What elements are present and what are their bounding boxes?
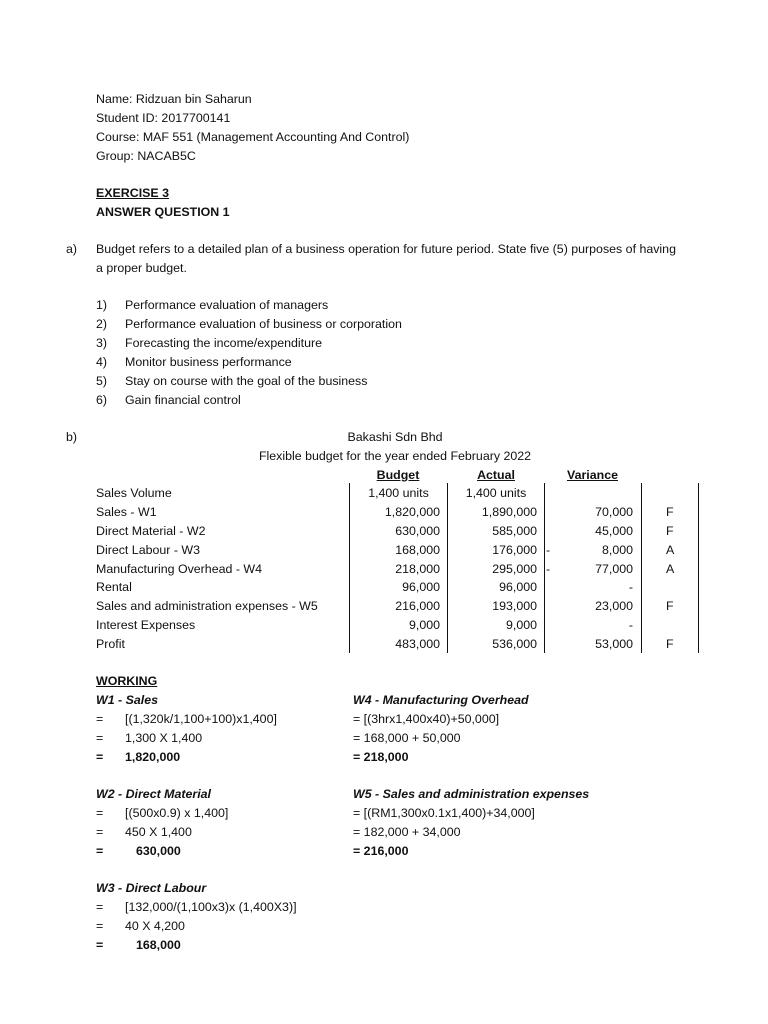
fav-cell: F: [666, 505, 674, 519]
row-label: Profit: [96, 637, 125, 651]
actual-cell: 193,000: [492, 599, 537, 613]
list-item: Forecasting the income/expenditure: [125, 336, 322, 350]
list-item: Monitor business performance: [125, 355, 292, 369]
equals-sign: =: [96, 731, 104, 745]
list-item-number: 5): [96, 374, 108, 388]
actual-cell: 1,400 units: [465, 486, 527, 500]
w5-result: = 216,000: [353, 844, 409, 858]
table-divider: [447, 483, 448, 653]
row-label: Sales - W1: [96, 505, 157, 519]
actual-cell: 96,000: [499, 580, 537, 594]
list-item: Stay on course with the goal of the business: [125, 374, 368, 388]
student-id: Student ID: 2017700141: [96, 111, 231, 125]
variance-cell: 8,000: [601, 543, 633, 557]
part-a-question-line1: Budget refers to a detailed plan of a business operation for future period. State five (5) purposes of having: [96, 242, 676, 256]
row-label: Interest Expenses: [96, 618, 196, 632]
equals-sign: =: [96, 806, 104, 820]
row-label: Manufacturing Overhead - W4: [96, 562, 262, 576]
table-divider: [698, 483, 699, 653]
row-label: Direct Labour - W3: [96, 543, 200, 557]
w2-result: 630,000: [136, 844, 181, 858]
equals-sign: =: [96, 750, 104, 764]
fav-cell: F: [666, 637, 674, 651]
table-divider: [641, 483, 642, 653]
budget-cell: 168,000: [395, 543, 440, 557]
group: Group: NACAB5C: [96, 149, 196, 163]
w5-line2: = 182,000 + 34,000: [353, 825, 461, 839]
equals-sign: =: [96, 938, 104, 952]
budget-cell: 218,000: [395, 562, 440, 576]
fav-cell: A: [666, 543, 675, 557]
variance-cell: 45,000: [595, 524, 633, 538]
exercise-title: EXERCISE 3: [96, 186, 169, 200]
w3-title: W3 - Direct Labour: [96, 881, 207, 895]
negative-sign: -: [546, 543, 551, 557]
w1-result: 1,820,000: [125, 750, 181, 764]
list-item-number: 6): [96, 393, 108, 407]
w2-title: W2 - Direct Material: [96, 787, 211, 801]
part-b-label: b): [66, 430, 78, 444]
student-name: Name: Ridzuan bin Saharun: [96, 92, 252, 106]
equals-sign: =: [96, 900, 104, 914]
negative-sign: -: [546, 562, 551, 576]
list-item-number: 3): [96, 336, 108, 350]
list-item-number: 2): [96, 317, 108, 331]
col-actual-header: Actual: [477, 468, 515, 482]
w3-line1: [132,000/(1,100x3)x (1,400X3)]: [125, 900, 297, 914]
variance-cell: 23,000: [595, 599, 633, 613]
budget-cell: 1,400 units: [368, 486, 429, 500]
row-label: Direct Material - W2: [96, 524, 206, 538]
w4-result: = 218,000: [353, 750, 409, 764]
w3-line2: 40 X 4,200: [125, 919, 185, 933]
w4-line1: = [(3hrx1,400x40)+50,000]: [353, 712, 500, 726]
budget-cell: 9,000: [408, 618, 440, 632]
w3-result: 168,000: [136, 938, 181, 952]
equals-sign: =: [96, 712, 104, 726]
fav-cell: A: [666, 562, 675, 576]
w5-title: W5 - Sales and administration expenses: [353, 787, 590, 801]
fav-cell: F: [666, 524, 674, 538]
list-item-number: 4): [96, 355, 108, 369]
row-label: Sales and administration expenses - W5: [96, 599, 318, 613]
variance-cell: -: [628, 618, 633, 632]
col-budget-header: Budget: [376, 468, 420, 482]
part-a-label: a): [66, 242, 78, 256]
equals-sign: =: [96, 844, 104, 858]
list-item: Performance evaluation of business or corporation: [125, 317, 402, 331]
equals-sign: =: [96, 825, 104, 839]
variance-cell: 53,000: [595, 637, 633, 651]
w5-line1: = [(RM1,300x0.1x1,400)+34,000]: [353, 806, 535, 820]
table-divider: [349, 483, 350, 653]
row-label: Sales Volume: [96, 486, 172, 500]
w4-title: W4 - Manufacturing Overhead: [353, 693, 529, 707]
budget-cell: 1,820,000: [384, 505, 440, 519]
list-item: Performance evaluation of managers: [125, 298, 329, 312]
w1-line2: 1,300 X 1,400: [125, 731, 203, 745]
equals-sign: =: [96, 919, 104, 933]
table-divider: [544, 483, 545, 653]
w4-line2: = 168,000 + 50,000: [353, 731, 461, 745]
budget-cell: 96,000: [402, 580, 440, 594]
variance-cell: 70,000: [595, 505, 633, 519]
actual-cell: 1,890,000: [481, 505, 537, 519]
col-variance-header: Variance: [567, 468, 618, 482]
part-a-question-line2: a proper budget.: [96, 261, 187, 275]
fav-cell: F: [666, 599, 674, 613]
budget-cell: 630,000: [395, 524, 440, 538]
actual-cell: 536,000: [492, 637, 537, 651]
budget-subtitle: Flexible budget for the year ended February 2022: [258, 449, 532, 463]
w1-line1: [(1,320k/1,100+100)x1,400]: [125, 712, 277, 726]
budget-cell: 216,000: [395, 599, 440, 613]
actual-cell: 176,000: [492, 543, 537, 557]
actual-cell: 9,000: [505, 618, 537, 632]
budget-cell: 483,000: [395, 637, 440, 651]
w2-line2: 450 X 1,400: [125, 825, 192, 839]
answer-title: ANSWER QUESTION 1: [96, 205, 230, 219]
w2-line1: [(500x0.9) x 1,400]: [125, 806, 229, 820]
working-title: WORKING: [96, 674, 158, 688]
row-label: Rental: [96, 580, 132, 594]
w1-title: W1 - Sales: [96, 693, 158, 707]
course: Course: MAF 551 (Management Accounting And Control): [96, 130, 410, 144]
list-item: Gain financial control: [125, 393, 241, 407]
list-item-number: 1): [96, 298, 108, 312]
variance-cell: -: [628, 580, 633, 594]
actual-cell: 585,000: [492, 524, 537, 538]
variance-cell: 77,000: [595, 562, 633, 576]
company-name: Bakashi Sdn Bhd: [347, 430, 443, 444]
actual-cell: 295,000: [492, 562, 537, 576]
